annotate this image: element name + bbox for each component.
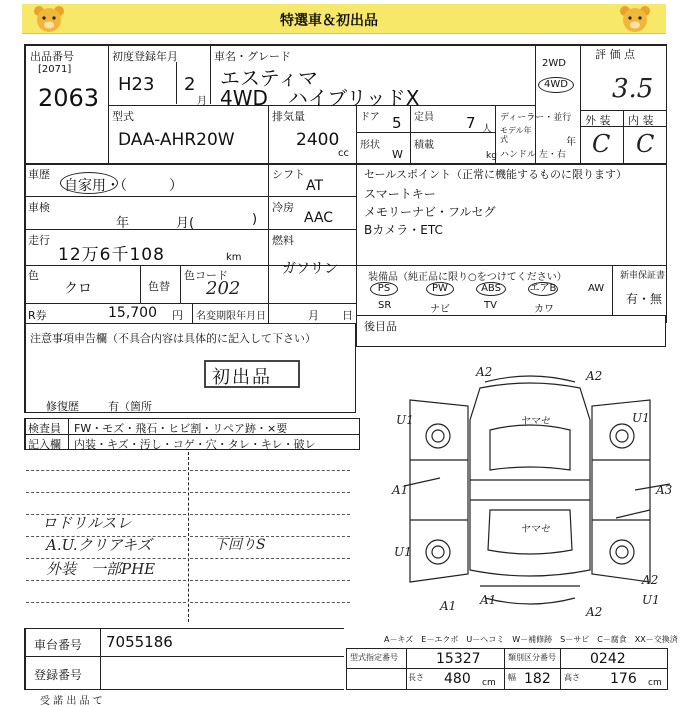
header-title: 特選車＆初出品 — [280, 13, 378, 29]
record-label: 記入欄 — [28, 438, 61, 451]
score-value: 3.5 — [612, 74, 654, 104]
length-value: 480 — [444, 671, 471, 687]
mileage-unit: km — [226, 252, 242, 263]
color-label: 色 — [28, 269, 39, 282]
fuel-label: 燃料 — [272, 234, 294, 247]
history-label: 車歴 — [28, 168, 50, 181]
notes-label: 注意事項申告欄（不具合内容は具体的に記入して下さい） — [30, 332, 316, 345]
mark-a3: A3 — [656, 483, 673, 497]
deadline-month-unit: 月 — [308, 309, 319, 322]
sales-point-2: メモリーナビ・フルセグ — [364, 205, 496, 219]
drive-2wd: 2WD — [542, 58, 566, 69]
mascot-bear-icon — [618, 4, 652, 34]
inspection-month-unit: 月( — [176, 216, 195, 231]
history-value: 自家用・（ ） — [64, 178, 183, 194]
registration-label: 登録番号 — [34, 668, 83, 682]
first-reg-month-unit: 月 — [197, 96, 207, 107]
lot-label: 出品番号 — [30, 50, 74, 63]
mark-a1: A1 — [480, 593, 497, 607]
capacity-label: 定員 — [414, 112, 434, 123]
doors-value: 5 — [392, 114, 402, 132]
chassis-value: 7055186 — [106, 633, 173, 651]
displacement-unit: cc — [338, 148, 349, 159]
height-value: 176 — [610, 671, 637, 687]
mileage-value: 12万6千108 — [58, 245, 165, 265]
deadline-day-unit: 日 — [342, 309, 353, 322]
model-year-label: モデル年式 — [500, 126, 532, 144]
equip-abs: ABS — [476, 282, 506, 296]
history-circle — [60, 172, 118, 194]
equip-pw: PW — [426, 282, 454, 296]
handle-label: ハンドル 左・右 — [500, 150, 566, 160]
first-listing-stamp-text: 初出品 — [212, 367, 272, 388]
recycle-unit: 円 — [172, 309, 183, 322]
car-name-label: 車名・グレード — [214, 50, 291, 63]
color-code-label: 色コード — [184, 269, 228, 282]
fuel-value: ガソリン — [282, 261, 338, 277]
mark-yamase: ヤマセ — [520, 524, 550, 535]
new-warranty-label: 新車保証書 — [620, 271, 666, 281]
inspection-year-unit: 年 — [116, 216, 130, 231]
recycle-value: 15,700 — [108, 305, 157, 321]
equip-navi: ナビ — [430, 304, 450, 315]
handwritten-side-note: 下回りS — [214, 537, 266, 553]
mark-a2: A2 — [586, 605, 603, 619]
mascot-bear-icon — [32, 4, 66, 34]
mark-u1: U1 — [394, 545, 412, 559]
chassis-label: 車台番号 — [34, 638, 83, 652]
first-reg-year: H23 — [118, 74, 155, 95]
equip-aw: AW — [588, 283, 605, 294]
width-value: 182 — [524, 671, 551, 687]
mark-u1: U1 — [396, 413, 414, 427]
color-swap-label: 色替 — [148, 280, 170, 293]
type-label: 型式 — [112, 110, 134, 123]
equipment-label: 装備品（純正品に限り○をつけてください） — [368, 272, 567, 283]
drive-4wd: 4WD — [538, 77, 574, 93]
mileage-label: 走行 — [28, 234, 50, 247]
shift-value: AT — [306, 178, 324, 194]
exterior-value: C — [592, 130, 611, 158]
spec-code-value-1: 15327 — [436, 651, 481, 667]
shape-value: W — [392, 148, 403, 161]
score-label: 評 価 点 — [595, 48, 635, 61]
handwritten-note-1: ロドリルスレ — [42, 514, 132, 532]
rear-seat-box — [356, 315, 666, 347]
shift-label: シフト — [272, 168, 305, 181]
length-unit: cm — [482, 678, 496, 688]
exterior-label: 外 装 — [585, 114, 611, 127]
mark-a2: A2 — [586, 369, 603, 383]
load-unit: kg — [486, 151, 497, 161]
mark-a1: A1 — [392, 483, 409, 497]
lot-sub: [2071] — [38, 64, 72, 75]
load-label: 積載 — [414, 140, 434, 151]
inspection-label: 車検 — [28, 201, 50, 214]
displacement-label: 排気量 — [272, 110, 305, 123]
color-value: クロ — [64, 281, 92, 297]
repair-value: 有（箇所 — [108, 400, 152, 413]
first-reg-label: 初度登録年月 — [112, 50, 178, 63]
height-label: 高さ — [564, 673, 580, 682]
recycle-label: R券 — [28, 309, 47, 322]
shape-label: 形状 — [360, 140, 380, 151]
displacement-value: 2400 — [296, 130, 340, 150]
color-code-value: 202 — [206, 278, 241, 299]
deadline-label: 名変期限年月日 — [196, 311, 266, 322]
mark-a2: A2 — [642, 573, 659, 587]
car-grade: 4WD ハイブリッドX — [220, 86, 420, 110]
mark-a1: A1 — [440, 599, 457, 613]
equip-cam: カワ — [534, 304, 554, 315]
spec-code-label-1: 型式指定番号 — [350, 653, 398, 662]
vehicle-damage-diagram — [380, 360, 680, 620]
height-unit: cm — [648, 678, 662, 688]
cooling-value: AAC — [304, 210, 334, 226]
new-warranty-value: 有・無 — [626, 292, 663, 306]
first-reg-month: 2 — [184, 74, 196, 95]
equip-airbag: エアB — [529, 283, 557, 294]
mark-yamase: ヤマセ — [520, 416, 550, 427]
mark-u1: U1 — [642, 593, 660, 607]
interior-label: 内 装 — [628, 114, 654, 127]
width-label: 幅 — [508, 673, 516, 682]
sales-points-label: セールスポイント（正常に機能するものに限ります） — [364, 168, 628, 181]
handwritten-note-2: A.U.クリアキズ — [46, 536, 152, 554]
dealer-label: ディーラー・並行 — [500, 113, 572, 123]
inspector-label: 検査員 — [28, 422, 61, 435]
handwritten-note-3: 外装 一部PHE — [46, 560, 156, 578]
rear-seat-label: 後目品 — [364, 320, 397, 333]
type-value: DAA-AHR20W — [118, 130, 235, 150]
car-model: エスティマ — [220, 66, 318, 90]
mark-u1: U1 — [632, 411, 650, 425]
length-label: 長さ — [408, 673, 424, 682]
interior-value: C — [636, 130, 655, 158]
model-year-unit: 年 — [566, 137, 576, 148]
record-text: 内装・キズ・汚し・コゲ・穴・タレ・キレ・破レ — [74, 438, 316, 451]
lot-number: 2063 — [38, 84, 100, 112]
spec-code-label-2: 類別区分番号 — [508, 653, 556, 662]
inspector-text: FW・モズ・飛石・ヒビ割・リペア跡・×要 — [74, 422, 288, 435]
inspection-close: ) — [252, 212, 258, 227]
sales-point-1: スマートキー — [364, 187, 436, 201]
damage-legend: A－キズ E－エクボ U－ヘコミ W－補修跡 S－サビ C－腐食 XX－交換済 — [384, 635, 678, 644]
spec-code-value-2: 0242 — [590, 651, 626, 667]
footer-text: 受 諾 出 品 て — [40, 696, 103, 707]
sales-point-3: Bカメラ・ETC — [364, 223, 443, 237]
equip-ps: PS — [370, 282, 398, 296]
mark-a2: A2 — [476, 365, 493, 379]
equip-tv: TV — [484, 300, 497, 311]
equip-sr: SR — [378, 300, 392, 311]
doors-label: ドア — [360, 112, 380, 123]
capacity-value: 7 — [466, 114, 476, 132]
repair-label: 修復歴 — [46, 400, 79, 413]
cooling-label: 冷房 — [272, 201, 294, 214]
capacity-unit: 人 — [482, 124, 492, 135]
